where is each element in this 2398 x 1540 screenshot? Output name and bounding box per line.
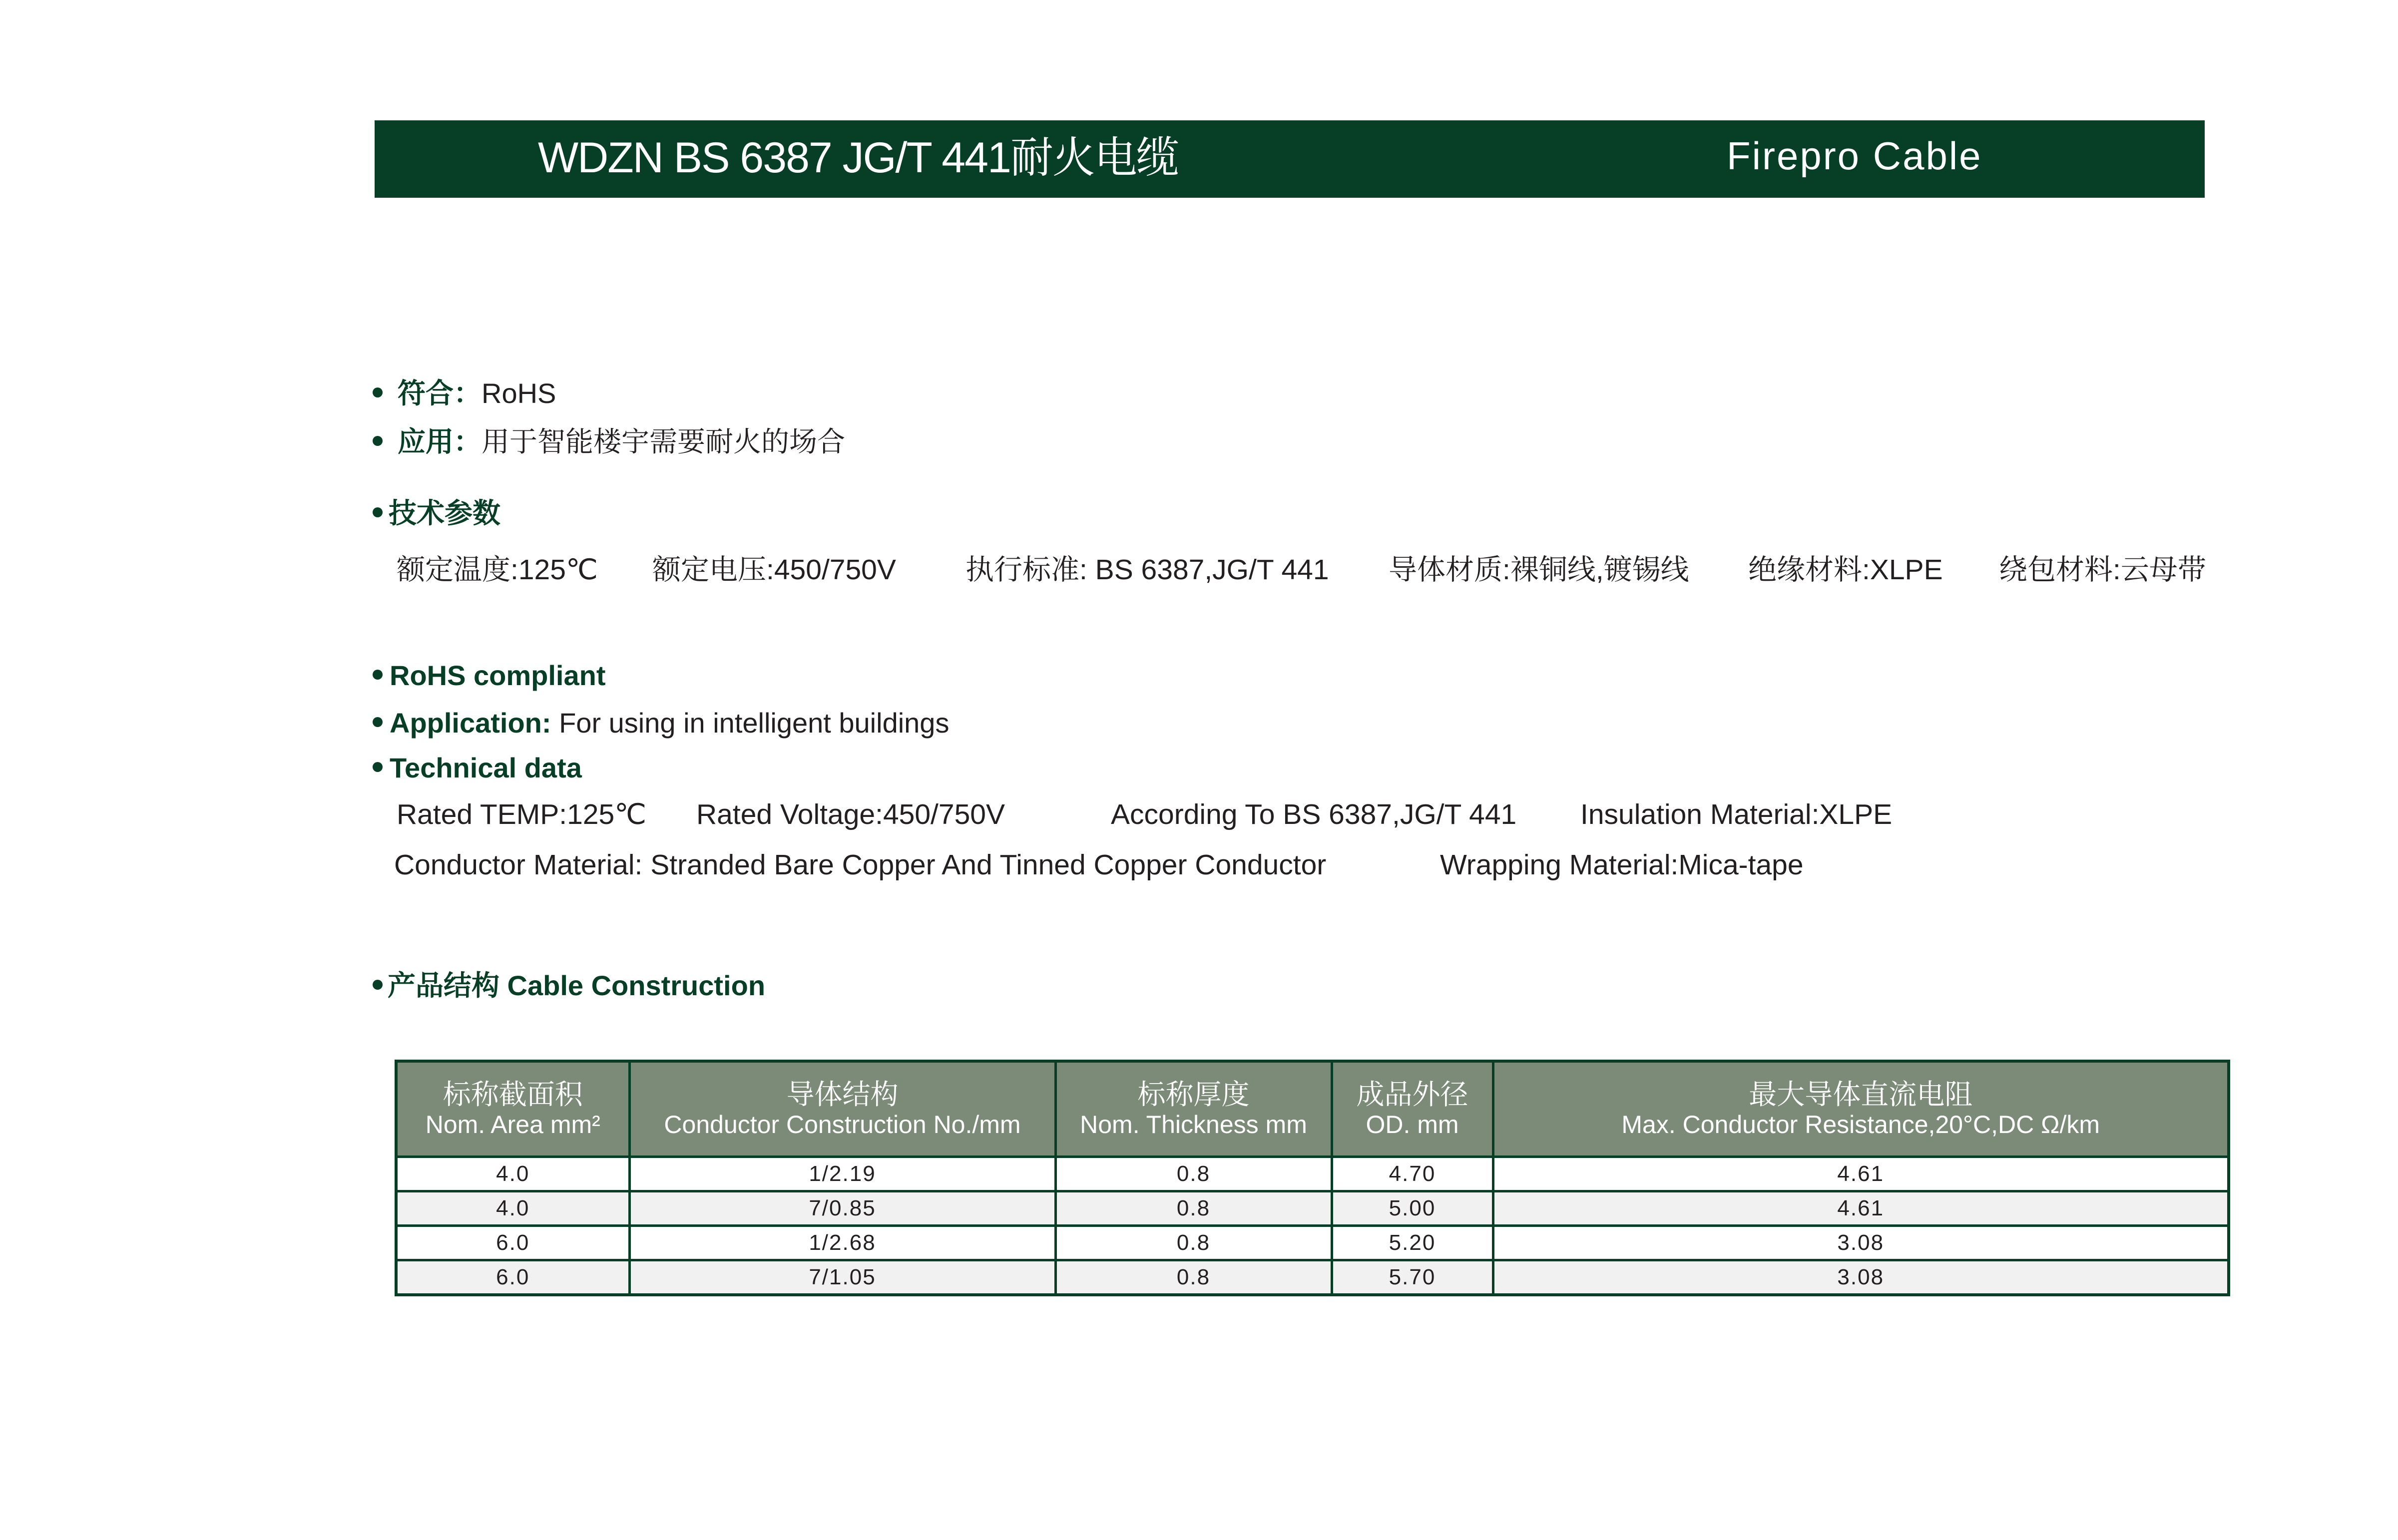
table-cell: 6.0: [396, 1260, 629, 1295]
construction-label: 产品结构 Cable Construction: [388, 970, 766, 1001]
table-row: [396, 1260, 2229, 1295]
en-spec-standard: According To BS 6387,JG/T 441: [1111, 798, 1517, 830]
en-tech-heading: [373, 754, 582, 782]
en-spec-temp: Rated TEMP:125℃: [397, 798, 647, 830]
cn-spec-voltage: 额定电压:450/750V: [652, 554, 896, 586]
page-subtitle: Firepro Cable: [1727, 134, 1982, 178]
en-rohs-item: [373, 662, 605, 690]
cn-application-value: 用于智能楼宇需要耐火的场合: [481, 426, 845, 457]
table-cell: 0.8: [1055, 1226, 1332, 1260]
cn-spec-conductor: 导体材质:裸铜线,镀锡线: [1389, 554, 1689, 586]
construction-heading: [373, 972, 765, 1000]
table-cell: 4.61: [1493, 1157, 2229, 1191]
cn-application-item: [373, 428, 845, 456]
bullet-icon: [373, 436, 383, 446]
table-cell: 5.20: [1332, 1226, 1493, 1260]
table-header-row: [396, 1061, 2229, 1157]
title-banner: [375, 120, 2205, 198]
table-cell: 6.0: [396, 1226, 629, 1260]
header-max-resistance: 最大导体直流电阻 Max. Conductor Resistance,20°C,DC Ω/km: [1493, 1061, 2229, 1157]
bullet-icon: [373, 980, 383, 990]
en-spec-insulation: Insulation Material:XLPE: [1580, 798, 1893, 830]
table-cell: 0.8: [1055, 1191, 1332, 1226]
table-cell: 7/1.05: [629, 1260, 1055, 1295]
cn-comply-label: 符合：: [398, 378, 481, 409]
en-rohs-label: RoHS compliant: [390, 660, 606, 691]
table-row: [396, 1157, 2229, 1191]
header-nom-area: 标称截面积 Nom. Area mm²: [396, 1061, 629, 1157]
cn-tech-label: 技术参数: [389, 497, 500, 529]
table-cell: 4.61: [1493, 1191, 2229, 1226]
en-spec-conductor: Conductor Material: Stranded Bare Copper And Tinned Copper Conductor: [394, 849, 1327, 881]
table-row: [396, 1191, 2229, 1226]
table-cell: 4.70: [1332, 1157, 1493, 1191]
bullet-icon: [373, 670, 383, 680]
cn-spec-standard: 执行标准: BS 6387,JG/T 441: [965, 554, 1329, 586]
table-cell: 7/0.85: [629, 1191, 1055, 1226]
cn-tech-heading: [373, 499, 500, 527]
cn-spec-temp: 额定温度:125℃: [397, 554, 598, 586]
en-tech-label: Technical data: [390, 752, 582, 783]
header-nom-thickness: 标称厚度 Nom. Thickness mm: [1055, 1061, 1332, 1157]
table-cell: 0.8: [1055, 1260, 1332, 1295]
table-cell: 3.08: [1493, 1226, 2229, 1260]
cn-spec-wrapping: 绕包材料:云母带: [1999, 554, 2206, 586]
table-row: [396, 1226, 2229, 1260]
table-cell: 1/2.19: [629, 1157, 1055, 1191]
table-cell: 3.08: [1493, 1260, 2229, 1295]
construction-table: [395, 1060, 2230, 1296]
table-cell: 4.0: [396, 1157, 629, 1191]
table-cell: 4.0: [396, 1191, 629, 1226]
cn-application-label: 应用：: [398, 426, 481, 457]
bullet-icon: [373, 387, 383, 397]
page-title: WDZN BS 6387 JG/T 441耐火电缆: [538, 134, 1178, 182]
en-application-item: [373, 709, 949, 737]
bullet-icon: [373, 507, 383, 517]
en-spec-wrapping: Wrapping Material:Mica-tape: [1440, 849, 1804, 881]
header-conductor-construction: 导体结构 Conductor Construction No./mm: [629, 1061, 1055, 1157]
bullet-icon: [373, 762, 383, 772]
header-od: 成品外径 OD. mm: [1332, 1061, 1493, 1157]
table-cell: 0.8: [1055, 1157, 1332, 1191]
en-spec-voltage: Rated Voltage:450/750V: [696, 798, 1005, 830]
table-cell: 1/2.68: [629, 1226, 1055, 1260]
en-application-label: Application:: [390, 707, 551, 739]
bullet-icon: [373, 717, 383, 727]
table-cell: 5.70: [1332, 1260, 1493, 1295]
cn-comply-item: [373, 380, 556, 407]
table-cell: 5.00: [1332, 1191, 1493, 1226]
cn-spec-insulation: 绝缘材料:XLPE: [1748, 554, 1943, 586]
cn-comply-value: RoHS: [481, 378, 556, 409]
en-application-value: For using in intelligent buildings: [559, 707, 950, 739]
